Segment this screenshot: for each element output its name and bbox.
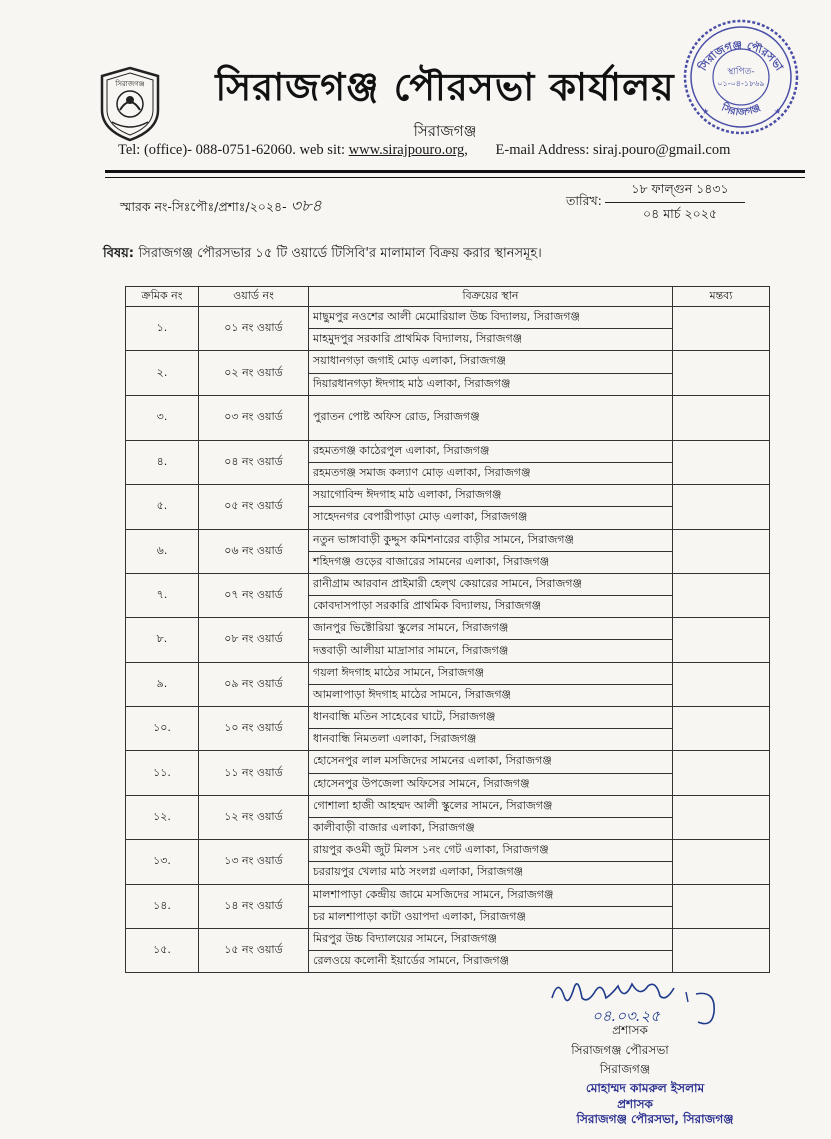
ward-cell: ১৫ নং ওয়ার্ড [199,928,309,972]
serial-cell: ১০. [126,707,199,751]
signatory-role: প্রশাসক [612,1023,648,1037]
header-place: বিক্রয়ের স্থান [309,287,673,307]
table-row [126,351,770,373]
office-city: সিরাজগঞ্জ [413,122,477,140]
ward-cell: ০৩ নং ওয়ার্ড [199,395,309,440]
table-row [126,529,770,551]
ward-cell: ০৬ নং ওয়ার্ড [199,529,309,573]
svg-text:★: ★ [702,107,710,116]
ward-cell: ১২ নং ওয়ার্ড [199,795,309,839]
table-row [126,707,770,729]
place-cell: পুরাতন পোষ্ট অফিস রোড, সিরাজগঞ্জ [309,395,673,440]
ward-cell: ০২ নং ওয়ার্ড [199,351,309,395]
place-cell: দত্তবাড়ী আলীয়া মাদ্রাসার সামনে, সিরাজগঞ্জ [309,640,673,662]
serial-cell: ৩. [126,395,199,440]
date-english: ০৪ মার্চ ২০২৫ [643,206,717,221]
serial-cell: ৯. [126,662,199,706]
memo-reference [120,193,322,220]
serial-cell: ১৫. [126,928,199,972]
ward-cell: ১০ নং ওয়ার্ড [199,707,309,751]
table-row [126,573,770,595]
serial-cell: ২. [126,351,199,395]
memo-number: ৩৮৪ [290,196,322,215]
remarks-cell [673,485,770,529]
ward-places-table [125,286,770,973]
place-cell: মিরপুর উচ্চ বিদ্যালয়ের সামনে, সিরাজগঞ্জ [309,928,673,950]
stamp-role: প্রশাসক [617,1097,653,1111]
header-ward: ওয়ার্ড নং [199,287,309,307]
place-cell: রায়পুর কওমী জুট মিলস ১নং গেট এলাকা, সিরাজগঞ্জ [309,840,673,862]
remarks-cell [673,440,770,484]
ward-cell: ১৩ নং ওয়ার্ড [199,840,309,884]
place-cell: ধানবান্ধি মতিন সাহেবের ঘাটে, সিরাজগঞ্জ [309,707,673,729]
remarks-cell [673,707,770,751]
place-cell: সয়াধানগড়া জগাই মোড় এলাকা, সিরাজগঞ্জ [309,351,673,373]
place-cell: জানপুর ভিক্টোরিয়া স্কুলের সামনে, সিরাজগঞ্জ [309,618,673,640]
remarks-cell [673,884,770,928]
remarks-cell [673,618,770,662]
place-cell: আমলাপাড়া ঈদগাহ মাঠের সামনে, সিরাজগঞ্জ [309,684,673,706]
serial-cell: ১৪. [126,884,199,928]
place-cell: রেলওয়ে কলোনী ইয়ার্ডের সামনে, সিরাজগঞ্জ [309,951,673,973]
serial-cell: ৭. [126,573,199,617]
place-cell: কোবদাসপাড়া সরকারি প্রাথমিক বিদ্যালয়, সিরাজগঞ্জ [309,596,673,618]
remarks-cell [673,928,770,972]
table-row [126,307,770,329]
website-link[interactable]: www.sirajpouro.org [348,142,465,158]
table-row [126,795,770,817]
remarks-cell [673,840,770,884]
email-address[interactable]: siraj.pouro@gmail.com [592,142,731,158]
subject-text: সিরাজগঞ্জ পৌরসভার ১৫ টি ওয়ার্ডে টিসিবি'র মালামাল বিক্রয় করার স্থানসমূহ। [138,246,542,261]
serial-cell: ৫. [126,485,199,529]
place-cell: মালশাপাড়া কেন্দ্রীয় জামে মসজিদের সামনে, সিরাজগঞ্জ [309,884,673,906]
telephone-text: Tel: (office)- 088-0751-62060. web sit: [118,142,346,158]
ward-cell: ০৫ নং ওয়ার্ড [199,485,309,529]
serial-cell: ৪. [126,440,199,484]
ward-cell: ০৯ নং ওয়ার্ড [199,662,309,706]
table-row [126,395,770,440]
stamp-name: মোহাম্মদ কামরুল ইসলাম [585,1081,705,1095]
remarks-cell [673,529,770,573]
svg-text:★: ★ [774,107,782,116]
place-cell: সাহেদনগর বেপারীপাড়া মোড় এলাকা, সিরাজগঞ্জ [309,507,673,529]
place-cell: দিয়ারধানগড়া ঈদগাহ মাঠ এলাকা, সিরাজগঞ্জ [309,373,673,395]
signatory-office: সিরাজগঞ্জ পৌরসভা [571,1043,669,1057]
municipality-emblem-icon [98,66,162,142]
seal-ring-text: সিরাজগঞ্জ পৌরসভা [696,38,786,74]
place-cell: রহমতগঞ্জ সমাজ কল্যাণ মোড় এলাকা, সিরাজগঞ্জ [309,462,673,484]
seal-established-label: স্থাপিত- [727,67,755,77]
table-row [126,440,770,462]
remarks-cell [673,751,770,795]
table-row [126,840,770,862]
email-label: E-mail Address: [495,142,590,158]
table-body [126,307,770,973]
subject-label: বিষয়: [103,246,134,261]
place-cell: কালীবাড়ী বাজার এলাকা, সিরাজগঞ্জ [309,817,673,839]
ward-cell: ১১ নং ওয়ার্ড [199,751,309,795]
contact-line: Tel: (office)- 088-0751-62060. web sit: www.sirajpouro.org, E-mail Address: siraj.pouro@gmail.com [118,142,731,158]
table-row [126,485,770,507]
date-divider [605,202,745,203]
place-cell: সয়াগোবিন্দ ঈদগাহ মাঠ এলাকা, সিরাজগঞ্জ [309,485,673,507]
emblem-text: সিরাজগঞ্জ [115,80,145,88]
place-cell: নতুন ভাঙ্গাবাড়ী কুদ্দুস কমিশনারের বাড়ীর সামনে, সিরাজগঞ্জ [309,529,673,551]
table-row [126,618,770,640]
round-seal-icon [682,18,800,136]
serial-cell: ১৩. [126,840,199,884]
header-divider-thin [105,177,805,178]
place-cell: মাছুমপুর নওশের আলী মেমোরিয়াল উচ্চ বিদ্যালয়, সিরাজগঞ্জ [309,307,673,329]
remarks-cell [673,351,770,395]
place-cell: রহমতগঞ্জ কাঠেরপুল এলাকা, সিরাজগঞ্জ [309,440,673,462]
place-cell: হোসেনপুর লাল মসজিদের সামনের এলাকা, সিরাজগঞ্জ [309,751,673,773]
seal-bottom-text: সিরাজগঞ্জ [719,102,763,119]
table-row [126,751,770,773]
stamp-office: সিরাজগঞ্জ পৌরসভা, সিরাজগঞ্জ [576,1112,734,1126]
serial-cell: ৮. [126,618,199,662]
remarks-cell [673,573,770,617]
header-remarks: মন্তব্য [673,287,770,307]
ward-cell: ০৭ নং ওয়ার্ড [199,573,309,617]
place-cell: শহিদগঞ্জ গুড়ের বাজারের সামনের এলাকা, সিরাজগঞ্জ [309,551,673,573]
place-cell: মাহমুদপুর সরকারি প্রাথমিক বিদ্যালয়, সিরাজগঞ্জ [309,329,673,351]
header-divider-thick [105,170,805,173]
remarks-cell [673,662,770,706]
place-cell: গোশালা হাজী আহম্মদ আলী স্কুলের সামনে, সিরাজগঞ্জ [309,795,673,817]
ward-cell: ০৮ নং ওয়ার্ড [199,618,309,662]
place-cell: গয়লা ঈদগাহ মাঠের সামনে, সিরাজগঞ্জ [309,662,673,684]
memo-label: স্মারক নং-সিঃপৌঃ/প্রশাঃ/২০২৪- [120,199,287,214]
ward-cell: ০৪ নং ওয়ার্ড [199,440,309,484]
serial-cell: ১১. [126,751,199,795]
serial-cell: ৬. [126,529,199,573]
header-serial: ক্রমিক নং [126,287,199,307]
svg-text:সিরাজগঞ্জ [719,100,763,118]
date-label: তারিখ: [566,193,602,208]
place-cell: চররায়পুর খেলার মাঠ সংলগ্ন এলাকা, সিরাজগঞ্জ [309,862,673,884]
remarks-cell [673,395,770,440]
ward-cell: ১৪ নং ওয়ার্ড [199,884,309,928]
table-row [126,928,770,950]
serial-cell: ১. [126,307,199,351]
ward-cell: ০১ নং ওয়ার্ড [199,307,309,351]
date-bangla: ১৮ ফাল্গুন ১৪৩১ [631,181,729,196]
table-header-row [126,287,770,307]
remarks-cell [673,307,770,351]
seal-established-date: ০১-০৪-১৮৬৯ [717,79,765,88]
table-row [126,884,770,906]
table-row [126,662,770,684]
place-cell: চর মালশাপাড়া কাটা ওয়াপদা এলাকা, সিরাজগঞ্জ [309,906,673,928]
place-cell: ধানবান্ধি নিমতলা এলাকা, সিরাজগঞ্জ [309,729,673,751]
serial-cell: ১২. [126,795,199,839]
place-cell: রানীগ্রাম আরবান প্রাইমারী হেল্থ কেয়ারের সামনে, সিরাজগঞ্জ [309,573,673,595]
remarks-cell [673,795,770,839]
signatory-city: সিরাজগঞ্জ [599,1062,651,1076]
office-title: সিরাজগঞ্জ পৌরসভা কার্যালয় [215,64,675,109]
signature-date: ০৪.০৩.২৫ [592,1007,661,1025]
subject-line [103,244,793,265]
place-cell: হোসেনপুর উপজেলা অফিসের সামনে, সিরাজগঞ্জ [309,773,673,795]
